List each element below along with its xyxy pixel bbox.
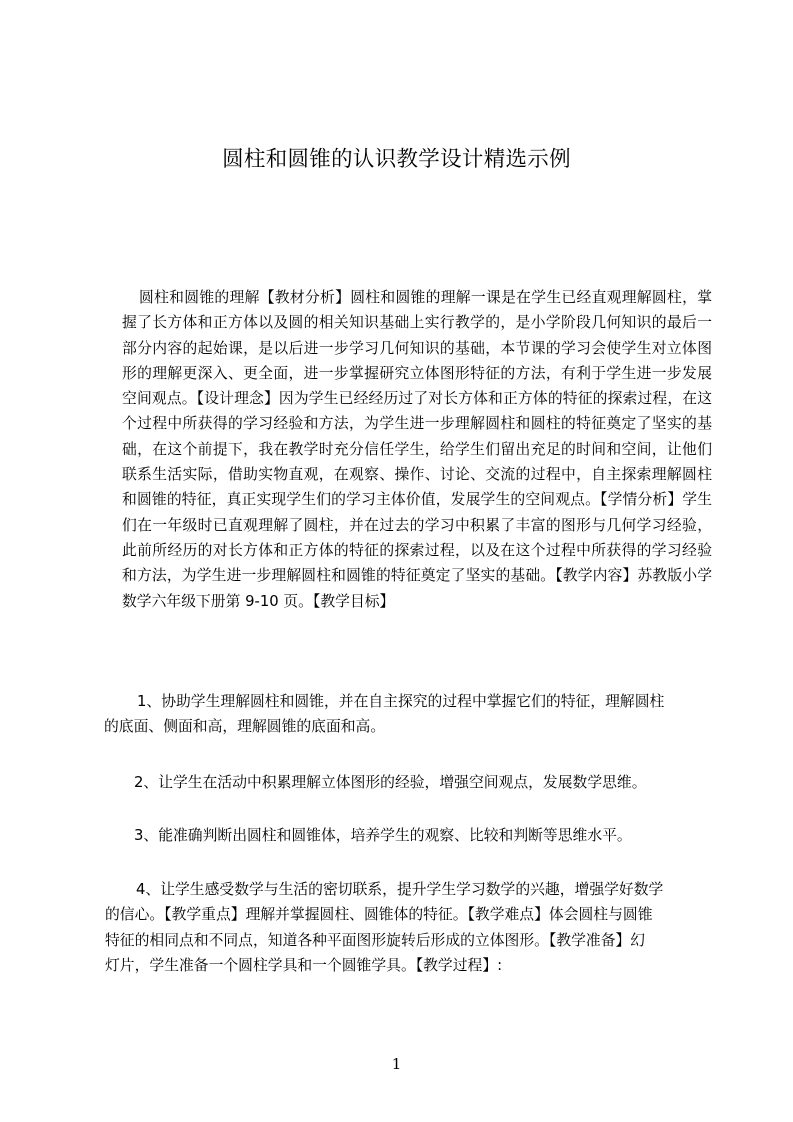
goal-1-line-2: 的底面、侧面和高，理解圆锥的底面和高。 bbox=[104, 718, 386, 735]
goal-4-line-3: 特征的相同点和不同点，知道各种平面图形旋转后形成的立体图形。【教学准备】幻 bbox=[105, 932, 646, 949]
intro-paragraph: 圆柱和圆锥的理解【教材分析】圆柱和圆锥的理解一课是在学生已经直观理解圆柱，掌握了长方体和正方体以及圆的相关知识基础上实行教学的，是小学阶段几何知识的最后一部分内容的起始课，是以后进一步学习几何知识的基础，本节课的学习会使学生对立体图形的理解更深入、更全面，进一步掌握研究立体图形特征的方法，有利于学生进一步发展空间观点。【设计理念】因为学生已经经历过了对长方体和正方体的特征的探索过程，在这个过程中所获得的学习经验和方法，为学生进一步理解圆柱和圆柱的特征奠定了坚实的基础，在这个前提下，我在教学时充分信任学生，给学生们留出充足的时间和空间，让他们联系生活实际，借助实物直观，在观察、操作、讨论、交流的过程中，自主探索理解圆柱和圆锥的特征，真正实现学生们的学习主体价值，发展学生的空间观点。【学情分析】学生们在一年级时已直观理解了圆柱，并在过去的学习中积累了丰富的图形与几何学习经验，此前所经历的对长方体和正方体的特征的探索过程，以及在这个过程中所获得的学习经验和方法，为学生进一步理解圆柱和圆锥的特征奠定了坚实的基础。【教学内容】苏教版小学数学六年级下册第 9-10 页。【教学目标】 bbox=[122, 289, 712, 610]
goal-4-line-2: 的信心。【教学重点】理解并掌握圆柱、圆锥体的特征。【教学难点】体会圆柱与圆锥 bbox=[105, 906, 653, 923]
page-number: 1 bbox=[391, 1055, 402, 1073]
goal-3: 3、能准确判断出圆柱和圆锥体，培养学生的观察、比较和判断等思维水平。 bbox=[134, 827, 632, 844]
goal-4-line-4: 灯片，学生准备一个圆柱学具和一个圆锥学具。【教学过程】: bbox=[105, 957, 503, 974]
goal-2: 2、让学生在活动中积累理解立体图形的经验，增强空间观点，发展数学思维。 bbox=[134, 774, 647, 791]
document-title: 圆柱和圆锥的认识教学设计精选示例 bbox=[222, 147, 571, 172]
goal-1-line-1: 1、协助学生理解圆柱和圆锥，并在自主探究的过程中掌握它们的特征，理解圆柱 bbox=[137, 693, 665, 710]
goal-4-line-1: 4、让学生感受数学与生活的密切联系，提升学生学习数学的兴趣，增强学好数学 bbox=[136, 881, 664, 898]
